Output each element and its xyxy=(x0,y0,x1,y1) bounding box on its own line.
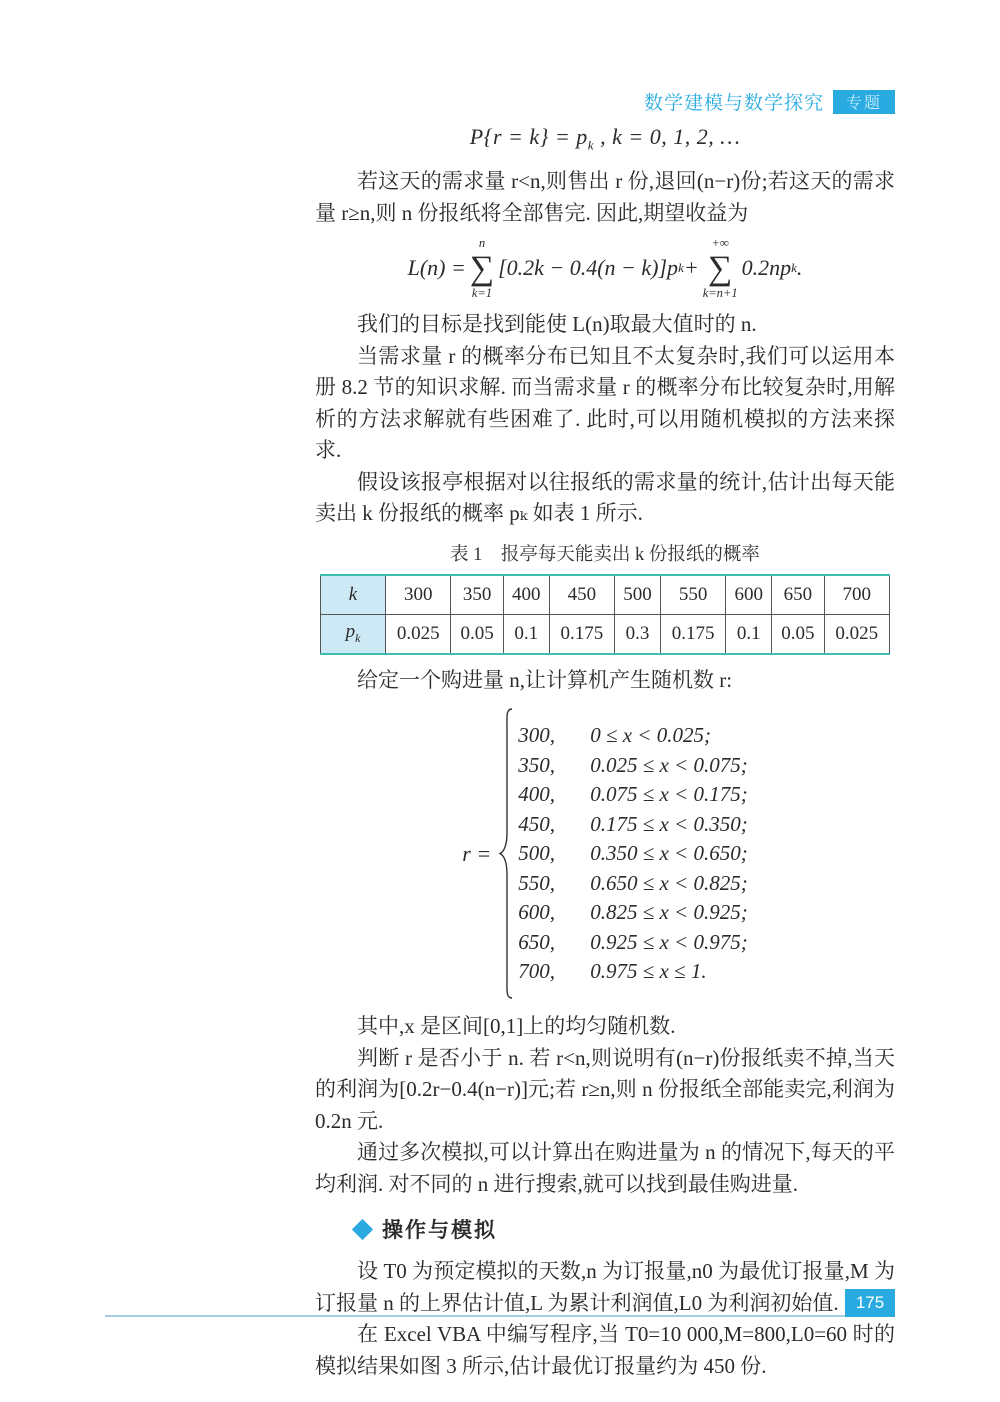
piecewise-condition: 0.350 ≤ x < 0.650; xyxy=(590,841,748,866)
curly-brace-icon xyxy=(498,706,514,1001)
piecewise-value: 300, xyxy=(518,723,555,748)
formula-subscript: k xyxy=(587,137,595,153)
summation-2 xyxy=(703,236,738,302)
piecewise-condition: 0.075 ≤ x < 0.175; xyxy=(590,782,748,807)
section-heading xyxy=(315,1214,895,1244)
table-cell: 0.1 xyxy=(726,614,772,654)
sigma-symbol: ∑ xyxy=(469,249,495,287)
piecewise-condition: 0.825 ≤ x < 0.925; xyxy=(590,900,748,925)
paragraph: 其中,x 是区间[0,1]上的均匀随机数. xyxy=(357,1014,676,1039)
topic-badge: 专题 xyxy=(833,90,895,114)
piecewise-value: 500, xyxy=(518,841,555,866)
piecewise-lhs: r = xyxy=(462,840,492,866)
diamond-icon xyxy=(352,1219,373,1240)
table-cell: 300 xyxy=(386,575,451,615)
pk-sub: k xyxy=(355,631,361,646)
table-cell: 0.025 xyxy=(386,614,451,654)
piecewise-row xyxy=(518,957,748,987)
formula-lhs: L(n) = xyxy=(407,255,466,281)
sum-upper-limit: n xyxy=(478,235,486,250)
piecewise-value: 550, xyxy=(518,870,555,895)
table-cell: 0.025 xyxy=(824,614,889,654)
formula-subscript: k xyxy=(791,260,797,276)
table-row-pk xyxy=(321,614,890,654)
table-cell: 400 xyxy=(503,575,549,615)
piecewise-value: 450, xyxy=(518,811,555,836)
expected-profit-formula xyxy=(315,235,895,301)
formula-text: P{r = k} = p xyxy=(469,124,588,149)
paragraph: 当需求量 r 的概率分布已知且不太复杂时,我们可以运用本册 8.2 节的知识求解. 而当需求量 r 的概率分布比较复杂时,用解析的方法求解就有些困难了. 此时,可以用随机模拟的方法来探求. xyxy=(315,343,895,463)
paragraph: 设 T0 为预定模拟的天数,n 为订报量,n0 为最优订报量,M 为订报量 n 的上界估计值,L 为累计利润值,L0 为利润初始值. xyxy=(315,1259,895,1315)
piecewise-row xyxy=(518,751,748,781)
row-label-k: k xyxy=(321,575,386,615)
chapter-title: 数学建模与数学探究 xyxy=(643,93,824,114)
probability-table xyxy=(320,574,890,655)
formula-period: . xyxy=(796,255,803,281)
sum-lower-limit: k=n+1 xyxy=(702,286,738,301)
table-cell: 0.175 xyxy=(549,614,614,654)
table-cell: 600 xyxy=(726,575,772,615)
piecewise-row xyxy=(518,839,748,869)
paragraph: 判断 r 是否小于 n. 若 r<n,则说明有(n−r)份报纸卖不掉,当天的利润为[0.2r−0.4(n−r)]元;若 r≥n,则 n 份报纸全部能卖完,利润为0.2n 元. xyxy=(315,1045,895,1133)
piecewise-condition: 0.650 ≤ x < 0.825; xyxy=(590,870,748,895)
formula-subscript: k xyxy=(678,260,684,276)
main-content xyxy=(315,124,895,1382)
plus-sign: + xyxy=(683,255,699,281)
formula-term: 0.2np xyxy=(741,255,792,281)
table-cell: 500 xyxy=(615,575,661,615)
table-cell: 0.1 xyxy=(503,614,549,654)
page-number-badge: 175 xyxy=(845,1289,895,1317)
paragraph: 若这天的需求量 r<n,则售出 r 份,退回(n−r)份;若这天的需求量 r≥n,则 n 份报纸将全部售完. 因此,期望收益为 xyxy=(315,169,895,225)
piecewise-rows xyxy=(518,721,748,987)
sum-upper-limit: +∞ xyxy=(711,235,729,250)
table-cell: 0.05 xyxy=(451,614,503,654)
piecewise-condition: 0.925 ≤ x < 0.975; xyxy=(590,929,748,954)
pk-base: p xyxy=(345,621,356,643)
piecewise-row xyxy=(518,810,748,840)
probability-formula xyxy=(315,124,895,153)
paragraph: 通过多次模拟,可以计算出在购进量为 n 的情况下,每天的平均利润. 对不同的 n 进行搜索,就可以找到最佳购进量. xyxy=(315,1140,895,1196)
table-cell: 550 xyxy=(660,575,725,615)
paragraph: 假设该报亭根据对以往报纸的需求量的统计,估计出每天能卖出 k 份报纸的概率 pₖ 如表 1 所示. xyxy=(315,469,895,526)
piecewise-value: 650, xyxy=(518,929,555,954)
table-row-k xyxy=(321,575,890,615)
page-header xyxy=(644,88,895,115)
table-caption: 表 1 报亭每天能卖出 k 份报纸的概率 xyxy=(450,544,760,565)
piecewise-row xyxy=(518,869,748,899)
piecewise-condition: 0.975 ≤ x ≤ 1. xyxy=(590,959,707,984)
table-cell: 650 xyxy=(772,575,824,615)
paragraph: 给定一个购进量 n,让计算机产生随机数 r: xyxy=(357,667,733,692)
section-title: 操作与模拟 xyxy=(382,1219,497,1243)
piecewise-condition: 0.025 ≤ x < 0.075; xyxy=(590,752,748,777)
table-cell: 700 xyxy=(824,575,889,615)
sum-lower-limit: k=1 xyxy=(471,286,493,301)
piecewise-row xyxy=(518,780,748,810)
sigma-symbol: ∑ xyxy=(708,249,733,287)
table-cell: 0.3 xyxy=(615,614,661,654)
table-cell: 350 xyxy=(451,575,503,615)
row-label-pk xyxy=(321,614,386,654)
summation-1 xyxy=(470,236,494,302)
piecewise-value: 350, xyxy=(518,752,555,777)
table-cell: 0.05 xyxy=(772,614,824,654)
piecewise-condition: 0.175 ≤ x < 0.350; xyxy=(590,811,748,836)
piecewise-row xyxy=(518,928,748,958)
footer-rule xyxy=(105,1315,893,1317)
formula-text: , k = 0, 1, 2, … xyxy=(594,124,741,149)
piecewise-value: 700, xyxy=(518,959,555,984)
piecewise-function xyxy=(315,706,895,1001)
piecewise-value: 400, xyxy=(518,782,555,807)
piecewise-value: 600, xyxy=(518,900,555,925)
table-cell: 450 xyxy=(549,575,614,615)
piecewise-row xyxy=(518,721,748,751)
table-cell: 0.175 xyxy=(660,614,725,654)
piecewise-condition: 0 ≤ x < 0.025; xyxy=(590,723,711,748)
paragraph: 在 Excel VBA 中编写程序,当 T0=10 000,M=800,L0=60 时的模拟结果如图 3 所示,估计最优订报量约为 450 份. xyxy=(315,1322,895,1378)
paragraph: 我们的目标是找到能使 L(n)取最大值时的 n. xyxy=(357,312,757,337)
piecewise-row xyxy=(518,898,748,928)
formula-term: [0.2k − 0.4(n − k)]p xyxy=(498,255,679,281)
